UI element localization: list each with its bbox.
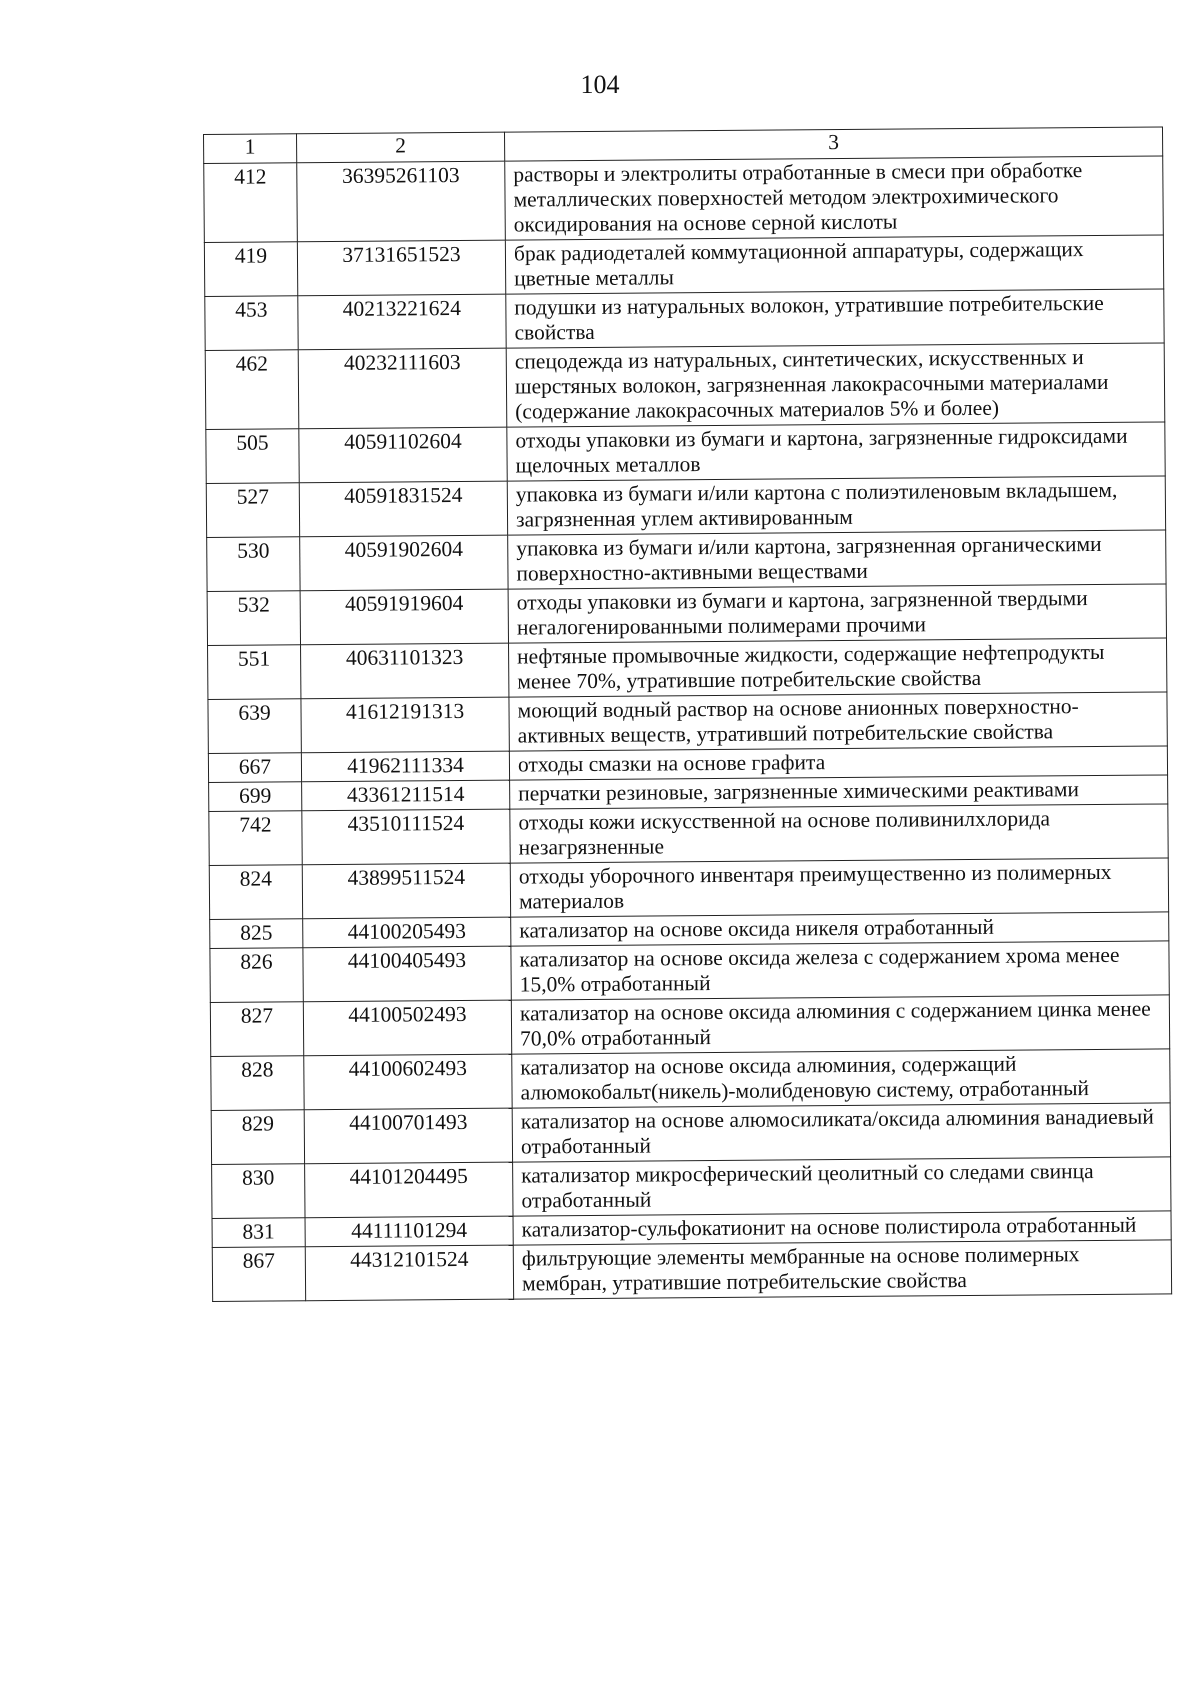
row-number-cell: 527 (206, 483, 299, 538)
row-number-cell: 532 (207, 591, 300, 646)
table-row (208, 692, 1167, 754)
waste-code-cell: 43510111524 (302, 809, 510, 865)
waste-code-cell: 43361211514 (302, 780, 510, 811)
table-row (208, 638, 1167, 700)
row-number-cell: 699 (209, 782, 302, 812)
waste-code-cell: 40213221624 (298, 294, 506, 350)
waste-code-cell: 41612191313 (301, 697, 509, 753)
row-number-cell: 867 (212, 1247, 305, 1302)
row-number-cell: 742 (209, 811, 302, 866)
table-row (209, 858, 1168, 920)
waste-description-cell: упаковка из бумаги и/или картона, загрязненная органическими поверхностно-активными веществами (508, 530, 1166, 589)
waste-code-cell: 44312101524 (305, 1245, 513, 1301)
table-row (210, 995, 1169, 1057)
column-header-code: 2 (297, 132, 505, 163)
column-header-description: 3 (504, 127, 1162, 161)
row-number-cell: 824 (209, 865, 302, 920)
table-row (209, 804, 1168, 866)
waste-description-cell: перчатки резиновые, загрязненные химическими реактивами (510, 775, 1168, 809)
page-number: 104 (580, 70, 620, 99)
table-body (204, 156, 1172, 1301)
row-number-cell: 412 (204, 163, 298, 243)
row-number-cell: 639 (208, 699, 301, 754)
table-row (206, 422, 1165, 484)
waste-description-cell: упаковка из бумаги и/или картона с полиэтиленовым вкладышем, загрязненная углем активированным (507, 476, 1165, 535)
waste-code-cell: 40631101323 (301, 643, 509, 699)
waste-description-cell: катализатор на основе оксида алюминия с содержанием цинка менее 70,0% отработанный (511, 995, 1169, 1054)
table-row (204, 235, 1163, 297)
waste-code-cell: 44100602493 (304, 1054, 512, 1110)
row-number-cell: 826 (210, 948, 303, 1003)
row-number-cell: 453 (205, 296, 298, 351)
waste-code-cell: 43899511524 (302, 863, 510, 919)
table-row (212, 1157, 1171, 1219)
row-number-cell: 831 (212, 1218, 305, 1248)
row-number-cell: 829 (211, 1110, 304, 1165)
waste-description-cell: катализатор на основе оксида железа с содержанием хрома менее 15,0% отработанный (511, 941, 1169, 1000)
waste-description-cell: нефтяные промывочные жидкости, содержащие нефтепродукты менее 70%, утратившие потребительские свойства (509, 638, 1167, 697)
waste-description-cell: катализатор на основе оксида алюминия, содержащий алюмокобальт(никель)-молибденовую систему, отработанный (512, 1049, 1170, 1108)
waste-description-cell: отходы кожи искусственной на основе поливинилхлорида незагрязненные (510, 804, 1168, 863)
table-row (211, 1049, 1170, 1111)
waste-code-cell: 36395261103 (297, 161, 506, 242)
row-number-cell: 419 (204, 242, 297, 297)
waste-code-cell: 44101204495 (305, 1162, 513, 1218)
column-header-number: 1 (204, 134, 297, 164)
table-row (207, 530, 1166, 592)
waste-description-cell: подушки из натуральных волокон, утратившие потребительские свойства (506, 289, 1164, 348)
waste-description-cell: отходы упаковки из бумаги и картона, загрязненные гидроксидами щелочных металлов (507, 422, 1165, 481)
table-row (205, 343, 1165, 430)
waste-description-cell: спецодежда из натуральных, синтетических, искусственных и шерстяных волокон, загрязненная лакокрасочными материалами (содержание лакокрасочных материалов 5% и более) (506, 343, 1165, 427)
waste-description-cell: отходы уборочного инвентаря преимущественно из полимерных материалов (510, 858, 1168, 917)
waste-code-cell: 40591102604 (299, 427, 507, 483)
waste-code-cell: 44111101294 (305, 1216, 513, 1247)
row-number-cell: 667 (208, 753, 301, 783)
row-number-cell: 462 (205, 350, 299, 430)
waste-description-cell: фильтрующие элементы мембранные на основе полимерных мембран, утратившие потребительские свойства (513, 1240, 1171, 1299)
waste-code-cell: 40232111603 (298, 348, 507, 429)
table-row (204, 156, 1164, 243)
waste-code-cell: 44100502493 (303, 1000, 511, 1056)
waste-description-cell: катализатор микросферический цеолитный со следами свинца отработанный (513, 1157, 1171, 1216)
waste-code-cell: 40591902604 (300, 535, 508, 591)
row-number-cell: 551 (208, 645, 301, 700)
table-row (205, 289, 1164, 351)
table-row (206, 476, 1165, 538)
table-row (210, 941, 1169, 1003)
waste-code-cell: 44100701493 (304, 1108, 512, 1164)
row-number-cell: 505 (206, 429, 299, 484)
waste-registry-table (203, 126, 1172, 1302)
waste-code-cell: 37131651523 (297, 240, 505, 296)
table-row (212, 1240, 1171, 1302)
waste-description-cell: отходы упаковки из бумаги и картона, загрязненной твердыми негалогенированными полимерами прочими (508, 584, 1166, 643)
table-row (211, 1103, 1170, 1165)
waste-description-cell: растворы и электролиты отработанные в смеси при обработке металлических поверхностей методом электрохимического оксидирования на основе серной кислоты (505, 156, 1164, 240)
waste-description-cell: моющий водный раствор на основе анионных поверхностно-активных веществ, утративший потребительские свойства (509, 692, 1167, 751)
waste-code-cell: 40591831524 (299, 481, 507, 537)
row-number-cell: 530 (207, 537, 300, 592)
waste-code-cell: 44100205493 (303, 917, 511, 948)
waste-description-cell: отходы смазки на основе графита (509, 746, 1167, 780)
waste-description-cell: брак радиодеталей коммутационной аппаратуры, содержащих цветные металлы (505, 235, 1163, 294)
table-row (207, 584, 1166, 646)
row-number-cell: 828 (211, 1056, 304, 1111)
waste-description-cell: катализатор на основе оксида никеля отработанный (511, 912, 1169, 946)
waste-description-cell: катализатор на основе алюмосиликата/оксида алюминия ванадиевый отработанный (512, 1103, 1170, 1162)
row-number-cell: 830 (212, 1164, 305, 1219)
row-number-cell: 825 (210, 919, 303, 949)
waste-code-cell: 40591919604 (300, 589, 508, 645)
waste-description-cell: катализатор-сульфокатионит на основе полистирола отработанный (513, 1211, 1171, 1245)
waste-code-cell: 44100405493 (303, 946, 511, 1002)
waste-code-cell: 41962111334 (301, 751, 509, 782)
row-number-cell: 827 (210, 1002, 303, 1057)
